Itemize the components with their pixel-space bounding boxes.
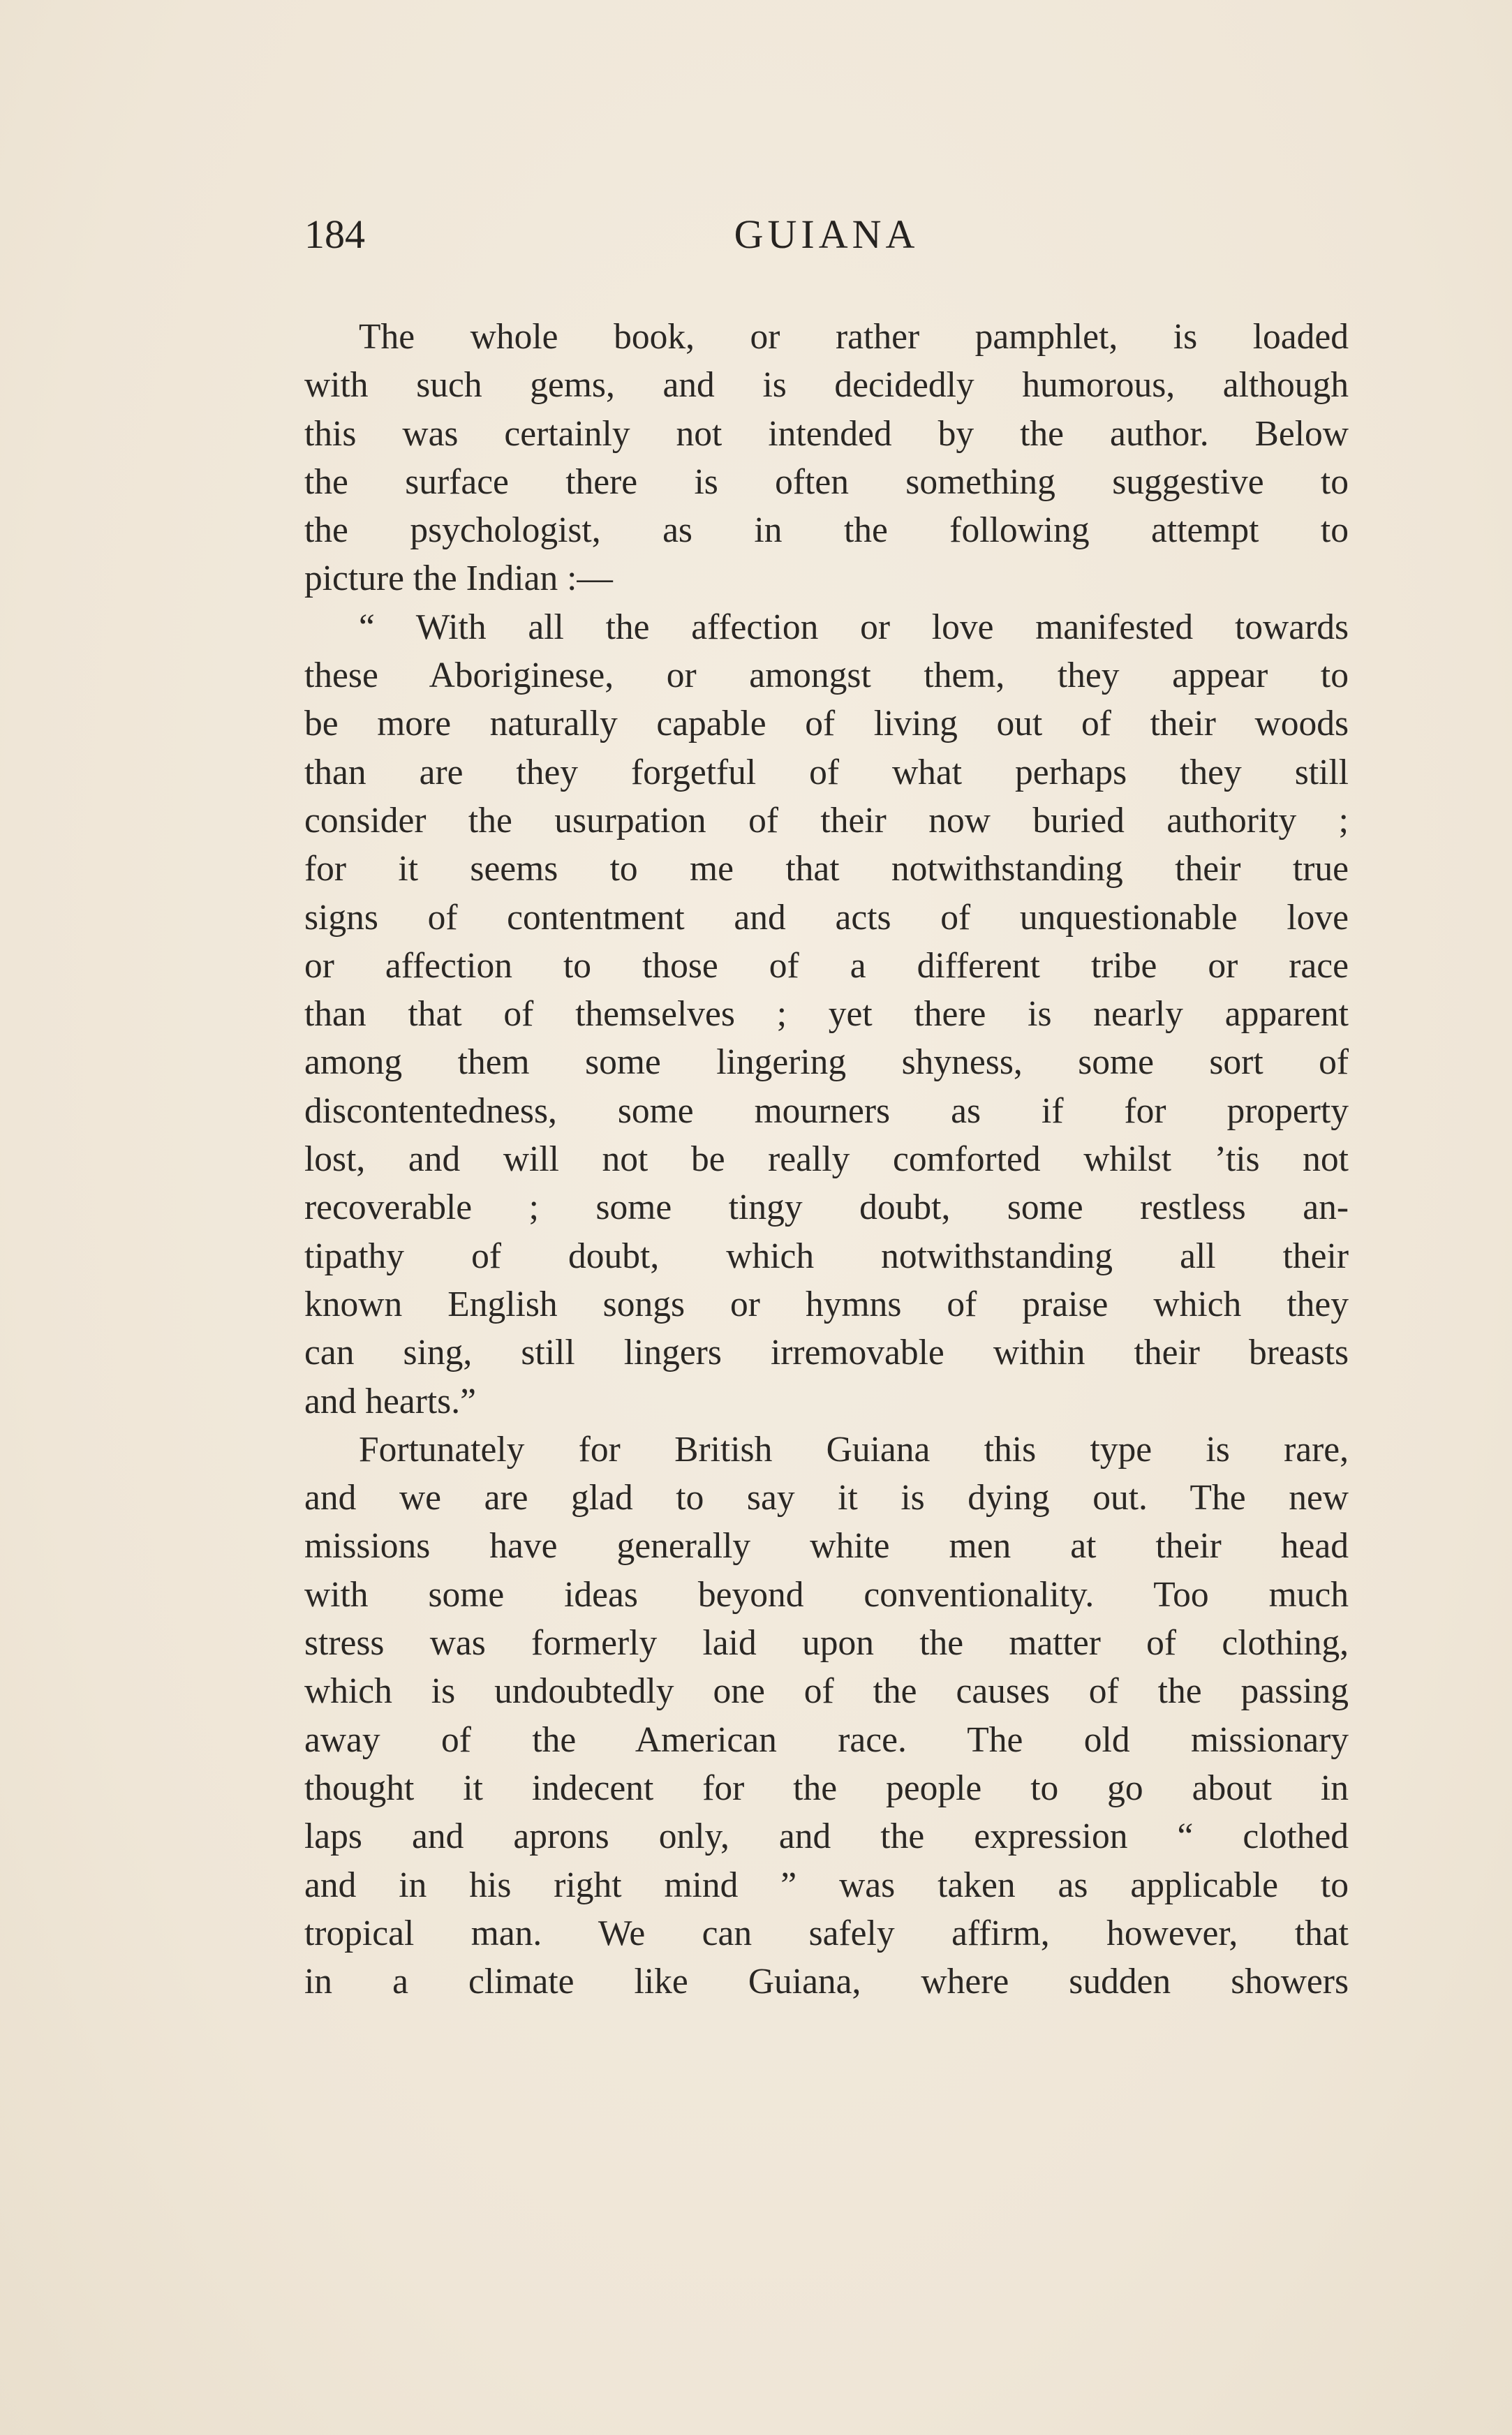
text-line: lost, and will not be really comforted whilst ’tis not: [304, 1139, 1349, 1180]
text-line: be more naturally capable of living out of their woods: [304, 704, 1349, 744]
text-line: which is undoubtedly one of the causes of the passing: [304, 1671, 1349, 1712]
text-line: among them some lingering shyness, some sort of: [304, 1042, 1349, 1083]
page-number: 184: [304, 212, 365, 257]
text-line: Fortunately for British Guiana this type is rare,: [359, 1429, 1349, 1470]
text-line: “ With all the affection or love manifested towards: [359, 607, 1349, 647]
text-line: tipathy of doubt, which notwithstanding all their: [304, 1236, 1349, 1276]
text-line: for it seems to me that notwithstanding their true: [304, 849, 1349, 889]
text-line: picture the Indian :—: [304, 558, 613, 599]
text-line: than that of themselves ; yet there is nearly apparent: [304, 994, 1349, 1035]
text-line: and hearts.”: [304, 1381, 476, 1421]
text-line: these Aboriginese, or amongst them, they appear to: [304, 656, 1349, 696]
text-line: this was certainly not intended by the author. Below: [304, 413, 1349, 454]
running-title: GUIANA: [734, 212, 919, 257]
text-line: laps and aprons only, and the expression “ clothed: [304, 1816, 1349, 1857]
text-line: in a climate like Guiana, where sudden showers: [304, 1962, 1349, 2002]
text-line: missions have generally white men at their head: [304, 1526, 1349, 1567]
body-text: [304, 313, 1349, 2006]
text-line: discontentedness, some mourners as if for property: [304, 1090, 1349, 1131]
text-line: can sing, still lingers irremovable within their breasts: [304, 1333, 1349, 1373]
text-line: or affection to those of a different tribe or race: [304, 945, 1349, 986]
text-line: tropical man. We can safely affirm, however, that: [304, 1913, 1349, 1953]
text-line: with such gems, and is decidedly humorous, although: [304, 365, 1349, 406]
text-line: the psychologist, as in the following attempt to: [304, 510, 1349, 551]
text-line: away of the American race. The old missionary: [304, 1719, 1349, 1760]
text-line: the surface there is often something suggestive to: [304, 461, 1349, 502]
text-line: with some ideas beyond conventionality. Too much: [304, 1574, 1349, 1615]
page-header: [304, 211, 1349, 274]
text-line: The whole book, or rather pamphlet, is loaded: [359, 317, 1349, 357]
text-line: than are they forgetful of what perhaps they still: [304, 752, 1349, 792]
text-line: thought it indecent for the people to go about in: [304, 1768, 1349, 1808]
text-line: recoverable ; some tingy doubt, some restless an-: [304, 1187, 1349, 1228]
text-line: consider the usurpation of their now buried authority ;: [304, 800, 1349, 841]
text-line: and in his right mind ” was taken as applicable to: [304, 1865, 1349, 1905]
text-line: stress was formerly laid upon the matter of clothing,: [304, 1623, 1349, 1664]
text-line: known English songs or hymns of praise which they: [304, 1284, 1349, 1324]
text-line: and we are glad to say it is dying out. The new: [304, 1478, 1349, 1518]
text-line: signs of contentment and acts of unquestionable love: [304, 897, 1349, 938]
